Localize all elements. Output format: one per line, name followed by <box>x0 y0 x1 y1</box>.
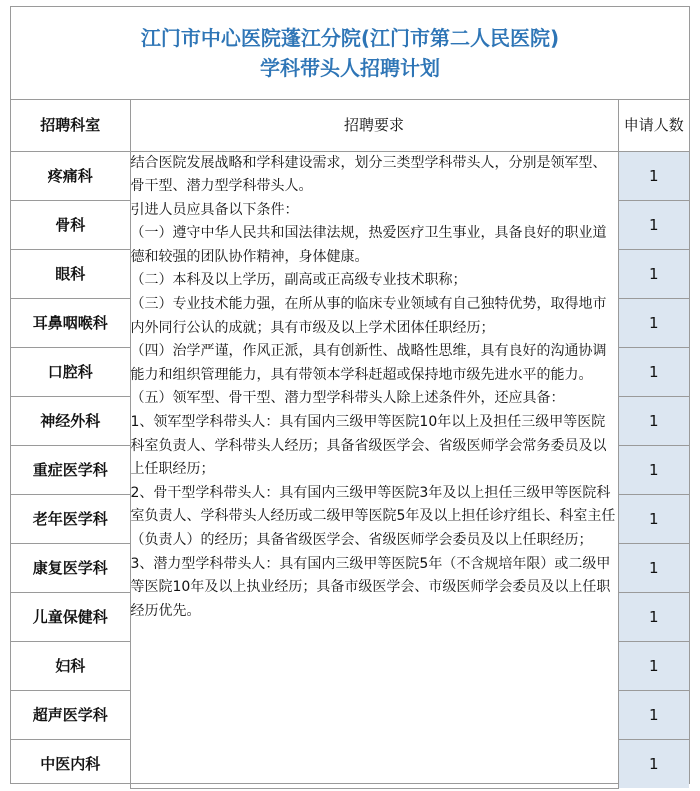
count-cell: 1 <box>618 494 689 543</box>
req-paragraph: 结合医院发展战略和学科建设需求，划分三类型学科带头人，分别是领军型、骨干型、潜力型学科带头人。 <box>130 154 607 195</box>
dept-cell: 老年医学科 <box>11 494 130 543</box>
req-paragraph: 3、潜力型学科带头人：具有国内三级甲等医院5年（不含规培年限）或二级甲等医院10年及以上执业经历；具备市级医学会、市级医师学会委员及以上任职经历优先。 <box>130 555 611 619</box>
title-line-2: 学科带头人招聘计划 <box>260 56 440 80</box>
dept-cell: 重症医学科 <box>11 445 130 494</box>
dept-cell: 超声医学科 <box>11 690 130 739</box>
recruitment-sheet <box>10 6 690 784</box>
count-cell: 1 <box>618 396 689 445</box>
dept-cell: 口腔科 <box>11 347 130 396</box>
dept-cell: 儿童保健科 <box>11 592 130 641</box>
req-paragraph: （二）本科及以上学历，副高或正高级专业技术职称； <box>130 272 467 289</box>
count-cell: 1 <box>618 543 689 592</box>
req-paragraph: 1、领军型学科带头人：具有国内三级甲等医院10年以上及担任三级甲等医院科室负责人、学科带头人经历；具备省级医学会、省级医师学会常务委员及以上任职经历； <box>130 414 607 478</box>
recruitment-table <box>11 99 689 789</box>
table-row <box>11 151 689 200</box>
req-paragraph: 2、骨干型学科带头人：具有国内三级甲等医院3年及以上担任三级甲等医院科室负责人、学科带头人经历或二级甲等医院5年及以上担任诊疗组长、科室主任（负责人）的经历；具备省级医学会、省级医师学会委员及以上任职经历； <box>130 484 616 548</box>
dept-cell: 神经外科 <box>11 396 130 445</box>
count-cell: 1 <box>618 298 689 347</box>
dept-cell: 中医内科 <box>11 739 130 788</box>
count-cell: 1 <box>618 690 689 739</box>
count-cell: 1 <box>618 445 689 494</box>
header-dept: 招聘科室 <box>11 99 130 151</box>
count-cell: 1 <box>618 200 689 249</box>
requirements-text <box>131 152 618 624</box>
title-line-1: 江门市中心医院蓬江分院(江门市第二人民医院) <box>140 26 560 50</box>
dept-cell: 眼科 <box>11 249 130 298</box>
dept-cell: 康复医学科 <box>11 543 130 592</box>
req-paragraph: （四）治学严谨，作风正派，具有创新性、战略性思维，具有良好的沟通协调能力和组织管理能力，具有带领本学科赶超或保持地市级先进水平的能力。 <box>130 343 607 383</box>
req-paragraph: （一）遵守中华人民共和国法律法规，热爱医疗卫生事业，具备良好的职业道德和较强的团队协作精神，身体健康。 <box>130 225 607 265</box>
table-header-row <box>11 99 689 151</box>
count-cell: 1 <box>618 641 689 690</box>
count-cell: 1 <box>618 739 689 788</box>
req-paragraph: （三）专业技术能力强，在所从事的临床专业领域有自己独特优势，取得地市内外同行公认的成就；具有市级及以上学术团体任职经历； <box>130 296 607 336</box>
dept-cell: 骨科 <box>11 200 130 249</box>
dept-cell: 疼痛科 <box>11 151 130 200</box>
count-cell: 1 <box>618 347 689 396</box>
req-paragraph: （五）领军型、骨干型、潜力型学科带头人除上述条件外，还应具备： <box>130 390 565 407</box>
header-requirements: 招聘要求 <box>130 99 618 151</box>
requirements-cell <box>130 151 618 788</box>
dept-cell: 妇科 <box>11 641 130 690</box>
title-block <box>11 7 689 100</box>
count-cell: 1 <box>618 249 689 298</box>
count-cell: 1 <box>618 592 689 641</box>
count-cell: 1 <box>618 151 689 200</box>
dept-cell: 耳鼻咽喉科 <box>11 298 130 347</box>
header-count: 申请人数 <box>618 99 689 151</box>
req-paragraph: 引进人员应具备以下条件： <box>130 201 299 218</box>
